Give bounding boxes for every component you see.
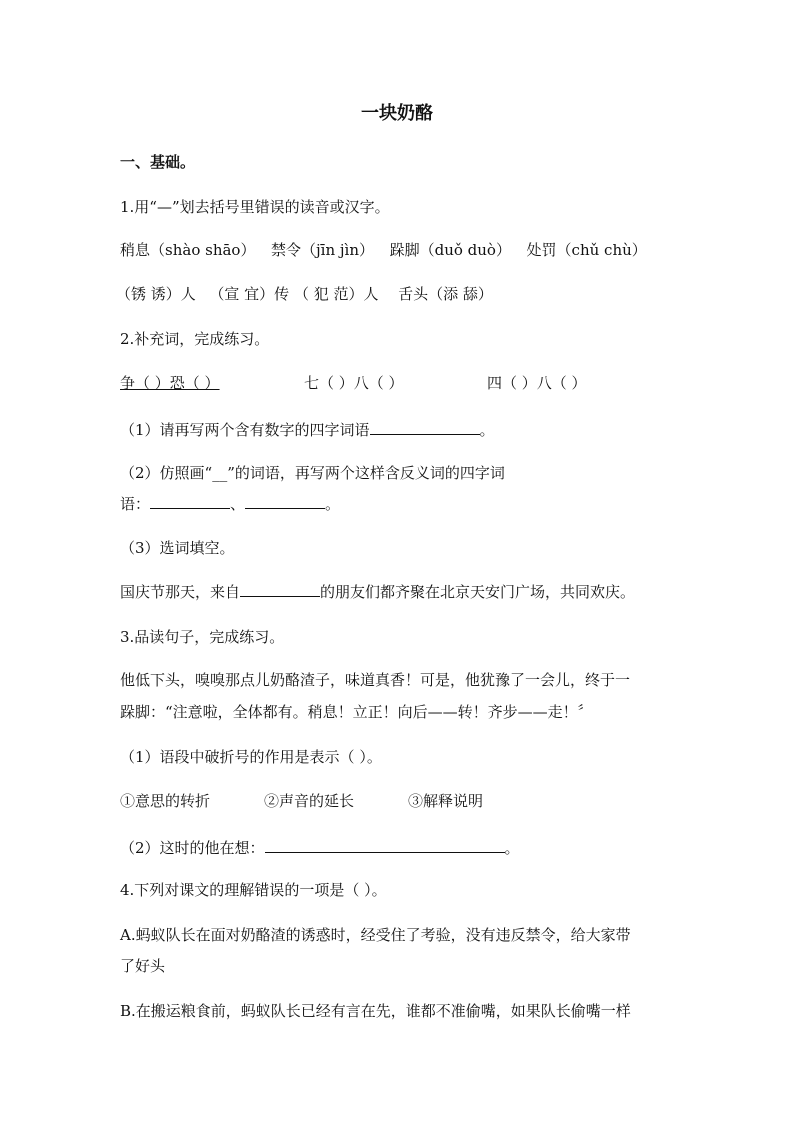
- pinyin-word: 跺脚: [389, 241, 420, 259]
- pinyin-word: 稍息: [120, 241, 151, 259]
- sentence-part: 的朋友们都齐聚在北京天安门广场，共同欢庆。: [320, 583, 636, 601]
- q2-sub3: （3）选词填空。: [120, 539, 235, 557]
- idiom-blank[interactable]: 四（ ）八（ ）: [487, 374, 587, 392]
- answer-blank[interactable]: [265, 838, 505, 853]
- q4-option-a-line1[interactable]: A.蚂蚁队长在面对奶酪渣的诱惑时，经受住了考验，没有违反禁令，给大家带: [120, 926, 631, 944]
- pinyin-word: 禁令: [271, 241, 302, 259]
- sub-label: （1）请再写两个含有数字的四字词语: [120, 421, 370, 439]
- q2-sub2-line2: [120, 494, 340, 514]
- answer-blank[interactable]: [245, 494, 325, 509]
- q3-stem: 3.品读句子，完成练习。: [120, 628, 285, 646]
- q2-sub3-sentence: [120, 582, 635, 602]
- char-options[interactable]: （添 舔）: [428, 285, 493, 303]
- char-options[interactable]: （锈 诱）: [116, 285, 181, 303]
- answer-blank[interactable]: [240, 582, 320, 597]
- pinyin-options[interactable]: （shào shāo）: [150, 241, 256, 259]
- pinyin-options[interactable]: （chǔ chù）: [556, 241, 647, 259]
- page-title: 一块奶酪: [361, 103, 433, 124]
- separator: 、: [230, 495, 246, 513]
- section-heading: 一、基础。: [120, 153, 196, 171]
- sub-end: 。: [479, 421, 495, 439]
- q3-option[interactable]: ②声音的延长: [264, 792, 355, 810]
- q1-pinyin-row: [120, 240, 647, 260]
- q2-sub1: [120, 420, 495, 440]
- q4-option-a-line2: 了好头: [120, 957, 166, 975]
- q3-passage-line1: 他低下头，嗅嗅那点儿奶酪渣子，味道真香！可是，他犹豫了一会儿，终于一: [120, 671, 631, 689]
- sub-end: 。: [325, 495, 341, 513]
- q1-char-row: [116, 284, 493, 304]
- answer-blank[interactable]: [150, 494, 230, 509]
- q2-sub2-line1: （2）仿照画“__”的词语，再写两个这样含反义词的四字词: [120, 464, 505, 482]
- sub-end: 。: [504, 839, 520, 857]
- idiom-underlined[interactable]: 争（ ）恐（ ）: [120, 374, 220, 392]
- char-rest: 传: [274, 285, 290, 303]
- char-options[interactable]: （ 犯 范）: [293, 285, 364, 303]
- pinyin-options[interactable]: （duǒ duò）: [419, 241, 511, 259]
- char-options[interactable]: （宣 宜）: [209, 285, 275, 303]
- char-lead: 舌头: [398, 285, 429, 303]
- q4-option-b-line1[interactable]: B.在搬运粮食前，蚂蚁队长已经有言在先，谁都不准偷嘴，如果队长偷嘴一样: [120, 1002, 631, 1020]
- sub-label: 语：: [120, 495, 151, 513]
- q3-option[interactable]: ①意思的转折: [120, 792, 211, 810]
- answer-blank[interactable]: [370, 420, 480, 435]
- pinyin-options[interactable]: （jīn jìn）: [301, 241, 375, 259]
- q1-stem: 1.用“—”划去括号里错误的读音或汉字。: [120, 198, 390, 216]
- pinyin-word: 处罚: [526, 241, 557, 259]
- char-rest: 人: [180, 285, 196, 303]
- q3-passage-line2: 跺脚：“注意啦，全体都有。稍息！立正！向后——转！齐步——走！〞: [120, 703, 593, 721]
- q4-stem: 4.下列对课文的理解错误的一项是（ ）。: [120, 881, 387, 899]
- q3-sub1: （1）语段中破折号的作用是表示（ ）。: [120, 748, 382, 766]
- idiom-blank[interactable]: 七（ ）八（ ）: [304, 374, 404, 392]
- q3-sub2: [120, 838, 520, 858]
- char-rest: 人: [363, 285, 379, 303]
- sentence-part: 国庆节那天，来自: [120, 583, 241, 601]
- q2-stem: 2.补充词，完成练习。: [120, 330, 270, 348]
- q3-option[interactable]: ③解释说明: [408, 792, 484, 810]
- sub-label: （2）这时的他在想：: [120, 839, 265, 857]
